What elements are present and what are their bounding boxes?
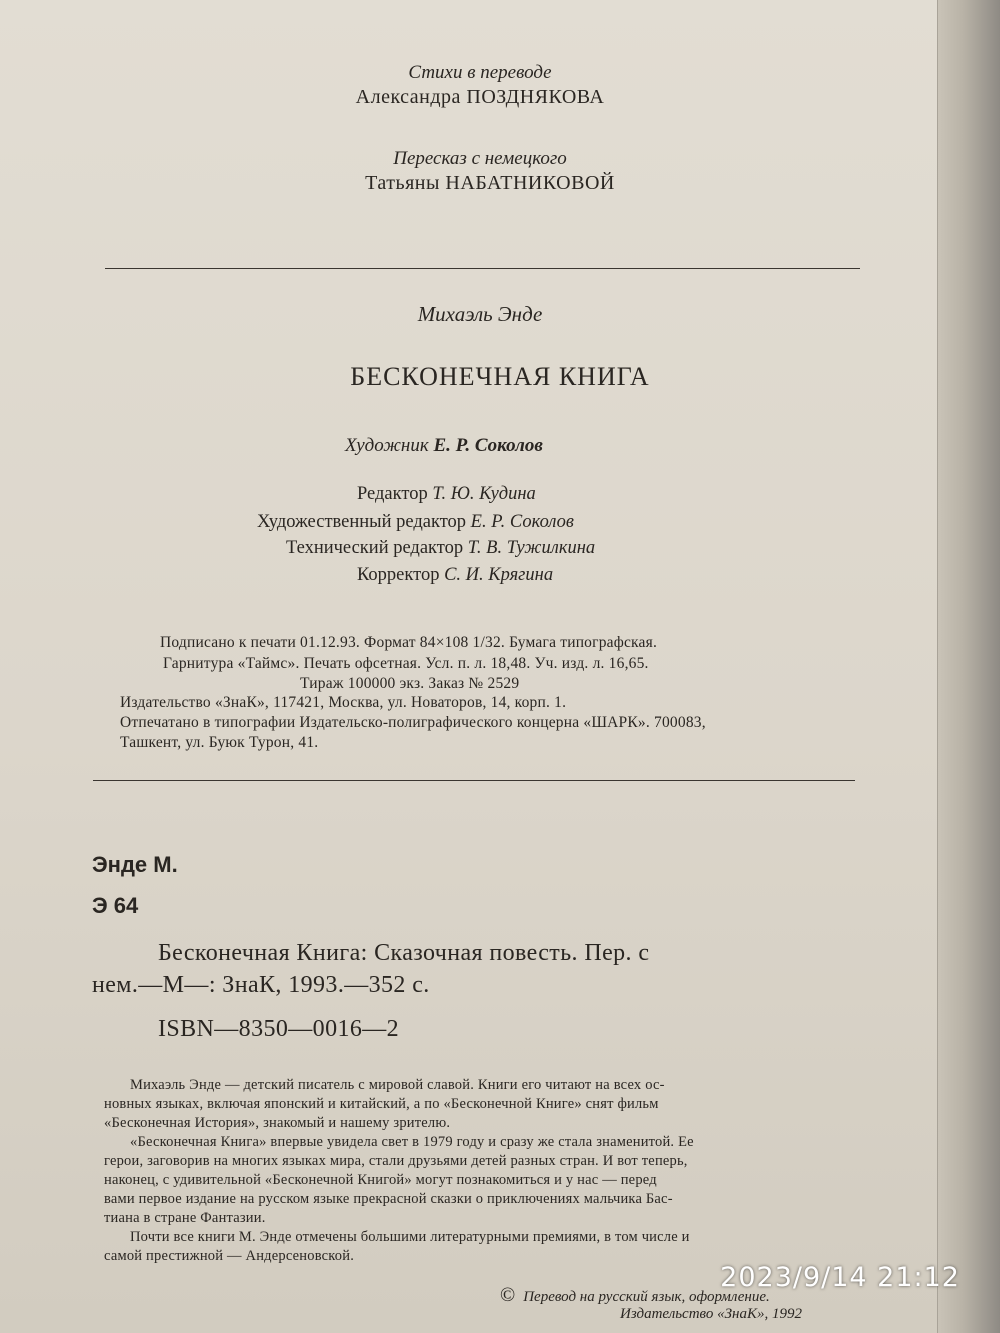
catalog-description: Бесконечная Книга: Сказочная повесть. Пер. с: [158, 940, 650, 966]
poems-caption: Стихи в переводе: [408, 62, 552, 83]
annotation-line: Михаэль Энде — детский писатель с мировой славой. Книги его читают на всех ос-: [130, 1077, 665, 1093]
photo-timestamp: 2023/9/14 21:12: [720, 1262, 960, 1293]
imprint-line: Подписано к печати 01.12.93. Формат 84×108 1/32. Бумага типографская.: [160, 634, 658, 651]
credit-line-editor: [357, 484, 536, 505]
credit-role: Корректор: [357, 565, 440, 585]
annotation-line: тиана в стране Фантазии.: [104, 1210, 266, 1226]
credit-line-proofreader: [357, 565, 553, 586]
credit-line-tech-editor: [286, 538, 595, 559]
annotation-line: герои, заговорив на многих языках мира, стали друзьями детей разных стран. И вот теперь,: [104, 1153, 688, 1169]
credit-name: Е. Р. Соколов: [470, 512, 574, 532]
credit-name: Т. В. Тужилкина: [467, 538, 596, 558]
imprint-line: Гарнитура «Таймс». Печать офсетная. Усл. п. л. 18,48. Уч. изд. л. 16,65.: [163, 655, 649, 672]
copyright-line2: Издательство «ЗнаК», 1992: [620, 1306, 802, 1322]
credit-line-art-editor: [257, 512, 574, 533]
annotation-line: наконец, с удивительной «Бесконечной Книгой» могут познакомиться и у нас — перед: [104, 1172, 657, 1188]
catalog-index: Э 64: [92, 893, 139, 918]
annotation-line: «Бесконечная Книга» впервые увидела свет в 1979 году и сразу же стала знаменитой. Ее: [130, 1134, 694, 1150]
artist-label: Художник: [345, 435, 429, 456]
credit-role: Художественный редактор: [257, 512, 467, 532]
imprint-line: Тираж 100000 экз. Заказ № 2529: [300, 675, 520, 692]
artist-name: Е. Р. Соколов: [433, 435, 543, 456]
annotation-line: вами первое издание на русском языке прекрасной сказки о приключениях мальчика Бас-: [104, 1191, 673, 1207]
poems-translator: Александра ПОЗДНЯКОВА: [355, 86, 605, 108]
imprint-line: Отпечатано в типографии Издательско-полиграфического концерна «ШАРК». 700083,: [120, 714, 706, 731]
catalog-author: Энде М.: [92, 852, 178, 877]
retelling-caption: Пересказ с немецкого: [393, 148, 567, 169]
imprint-line: Ташкент, ул. Буюк Турон, 41.: [120, 734, 319, 751]
catalog-isbn: ISBN—8350—0016—2: [158, 1016, 400, 1042]
annotation-line: новных языках, включая японский и китайский, а по «Бесконечной Книге» снят фильм: [104, 1096, 659, 1112]
credit-name: Т. Ю. Кудина: [432, 484, 536, 504]
book-title: БЕСКОНЕЧНАЯ КНИГА: [350, 362, 650, 391]
catalog-description: нем.—М—: ЗнаК, 1993.—352 с.: [92, 972, 430, 998]
author-name: Михаэль Энде: [417, 302, 543, 326]
copyright-text: Перевод на русский язык, оформление.: [523, 1289, 770, 1305]
credit-role: Редактор: [357, 484, 428, 504]
credit-name: С. И. Крягина: [444, 565, 554, 585]
page-edge: [937, 0, 1000, 1333]
annotation-line: самой престижной — Андерсеновской.: [104, 1248, 355, 1264]
annotation-line: Почти все книги М. Энде отмечены большими литературными премиями, в том числе и: [130, 1229, 690, 1245]
artist-line: [345, 435, 543, 457]
retelling-translator: Татьяны НАБАТНИКОВОЙ: [365, 172, 615, 194]
divider-top: [105, 268, 860, 269]
imprint-line: Издательство «ЗнаК», 117421, Москва, ул. Новаторов, 14, корп. 1.: [120, 694, 567, 711]
divider-bottom: [93, 780, 855, 781]
annotation-line: «Бесконечная История», знакомый и нашему зрителю.: [104, 1115, 451, 1131]
credit-role: Технический редактор: [286, 538, 464, 558]
copyright-symbol: ©: [500, 1284, 516, 1306]
